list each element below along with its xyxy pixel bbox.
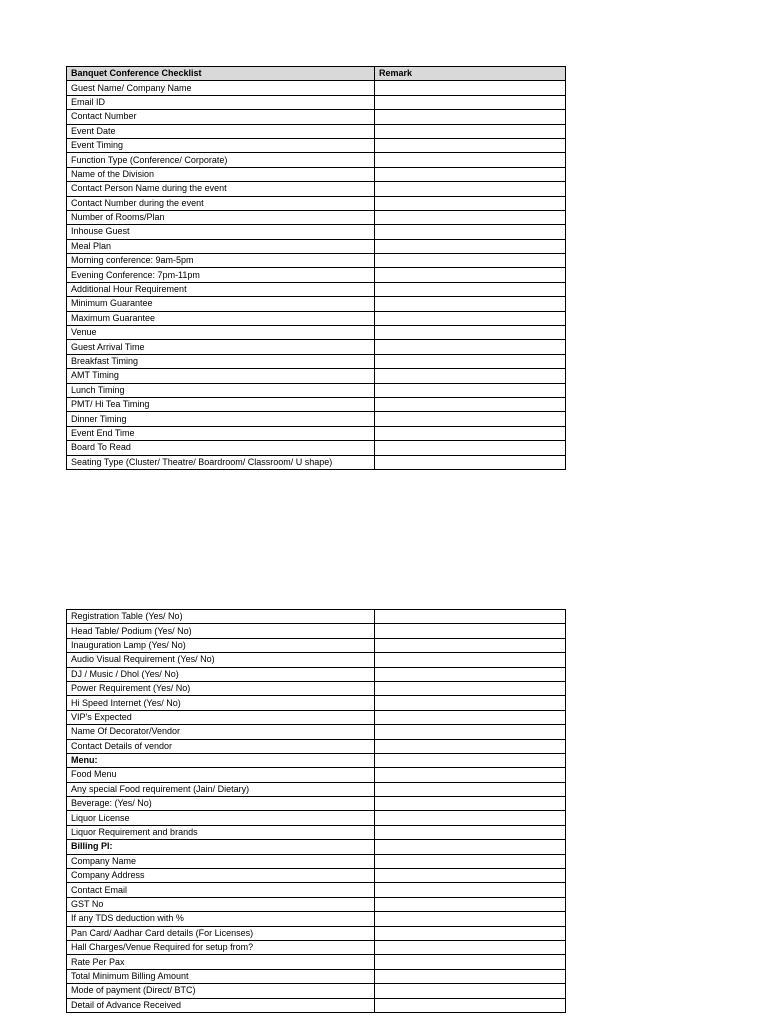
remark-cell[interactable] [375, 653, 566, 667]
checklist-item-label: Liquor Requirement and brands [67, 825, 375, 839]
remark-cell[interactable] [375, 753, 566, 767]
remark-cell[interactable] [375, 926, 566, 940]
checklist-item-label: Name of the Division [67, 167, 375, 181]
remark-cell[interactable] [375, 412, 566, 426]
checklist-item-label: Audio Visual Requirement (Yes/ No) [67, 653, 375, 667]
table-row [67, 81, 566, 95]
checklist-item-label: Function Type (Conference/ Corporate) [67, 153, 375, 167]
checklist-item-label: Maximum Guarantee [67, 311, 375, 325]
remark-cell[interactable] [375, 81, 566, 95]
checklist-item-label: Morning conference: 9am-5pm [67, 254, 375, 268]
remark-cell[interactable] [375, 869, 566, 883]
table-row [67, 340, 566, 354]
remark-cell[interactable] [375, 969, 566, 983]
checklist-item-label: Company Name [67, 854, 375, 868]
table-row [67, 110, 566, 124]
checklist-item-label: Contact Details of vendor [67, 739, 375, 753]
remark-cell[interactable] [375, 210, 566, 224]
checklist-item-label: Venue [67, 326, 375, 340]
checklist-table-2 [66, 609, 566, 1013]
table-row [67, 797, 566, 811]
checklist-item-label: Beverage: (Yes/ No) [67, 797, 375, 811]
remark-cell[interactable] [375, 768, 566, 782]
table-row [67, 955, 566, 969]
table-row [67, 225, 566, 239]
checklist-item-label: Liquor License [67, 811, 375, 825]
table-row [67, 326, 566, 340]
remark-cell[interactable] [375, 624, 566, 638]
remark-cell[interactable] [375, 239, 566, 253]
checklist-item-label: GST No [67, 897, 375, 911]
table-row [67, 311, 566, 325]
checklist-item-label: Power Requirement (Yes/ No) [67, 681, 375, 695]
table-row [67, 653, 566, 667]
table-row [67, 725, 566, 739]
table-row [67, 412, 566, 426]
table-row [67, 984, 566, 998]
remark-cell[interactable] [375, 167, 566, 181]
table-row [67, 940, 566, 954]
checklist-item-label: Registration Table (Yes/ No) [67, 610, 375, 624]
table-row [67, 753, 566, 767]
remark-cell[interactable] [375, 95, 566, 109]
remark-cell[interactable] [375, 311, 566, 325]
remark-cell[interactable] [375, 739, 566, 753]
checklist-item-label: AMT Timing [67, 369, 375, 383]
table-row [67, 739, 566, 753]
table-row [67, 811, 566, 825]
remark-cell[interactable] [375, 282, 566, 296]
checklist-item-label: Lunch Timing [67, 383, 375, 397]
remark-cell[interactable] [375, 681, 566, 695]
remark-cell[interactable] [375, 297, 566, 311]
checklist-item-label: Contact Number during the event [67, 196, 375, 210]
table-row [67, 254, 566, 268]
table-row [67, 426, 566, 440]
checklist-item-label: Event End Time [67, 426, 375, 440]
checklist-item-label: Hall Charges/Venue Required for setup from? [67, 940, 375, 954]
checklist-item-label: Number of Rooms/Plan [67, 210, 375, 224]
checklist-item-label: Company Address [67, 869, 375, 883]
remark-cell[interactable] [375, 638, 566, 652]
table-row [67, 782, 566, 796]
table-row [67, 869, 566, 883]
checklist-item-label: Guest Arrival Time [67, 340, 375, 354]
checklist-item-label: Head Table/ Podium (Yes/ No) [67, 624, 375, 638]
checklist-item-label: Meal Plan [67, 239, 375, 253]
remark-cell[interactable] [375, 254, 566, 268]
table-row [67, 696, 566, 710]
remark-cell[interactable] [375, 340, 566, 354]
table-row [67, 854, 566, 868]
checklist-item-label: Event Timing [67, 138, 375, 152]
table-row [67, 998, 566, 1012]
checklist-item-label: Rate Per Pax [67, 955, 375, 969]
checklist-item-label: VIP's Expected [67, 710, 375, 724]
remark-cell[interactable] [375, 455, 566, 469]
remark-cell[interactable] [375, 998, 566, 1012]
table-row [67, 354, 566, 368]
checklist-item-label: Seating Type (Cluster/ Theatre/ Boardroom/ Classroom/ U shape) [67, 455, 375, 469]
table-row [67, 926, 566, 940]
checklist-item-label: Inhouse Guest [67, 225, 375, 239]
remark-cell[interactable] [375, 883, 566, 897]
remark-cell[interactable] [375, 124, 566, 138]
table-row [67, 441, 566, 455]
remark-cell[interactable] [375, 710, 566, 724]
table-row [67, 397, 566, 411]
checklist-item-label: Hi Speed Internet (Yes/ No) [67, 696, 375, 710]
remark-cell[interactable] [375, 897, 566, 911]
checklist-item-label: Contact Person Name during the event [67, 182, 375, 196]
header-checklist-title: Banquet Conference Checklist [67, 67, 375, 81]
remark-cell[interactable] [375, 854, 566, 868]
table-row [67, 912, 566, 926]
remark-cell[interactable] [375, 153, 566, 167]
table-row [67, 610, 566, 624]
checklist-item-label: Name Of Decorator/Vendor [67, 725, 375, 739]
remark-cell[interactable] [375, 811, 566, 825]
checklist-item-label: Minimum Guarantee [67, 297, 375, 311]
checklist-item-label: Detail of Advance Received [67, 998, 375, 1012]
table-row [67, 153, 566, 167]
checklist-item-label: Guest Name/ Company Name [67, 81, 375, 95]
checklist-item-label: Inauguration Lamp (Yes/ No) [67, 638, 375, 652]
remark-cell[interactable] [375, 955, 566, 969]
table-row [67, 196, 566, 210]
remark-cell[interactable] [375, 912, 566, 926]
table-row [67, 95, 566, 109]
checklist-item-label: Email ID [67, 95, 375, 109]
checklist-item-label: Mode of payment (Direct/ BTC) [67, 984, 375, 998]
checklist-item-label: Pan Card/ Aadhar Card details (For Licenses) [67, 926, 375, 940]
table-row [67, 369, 566, 383]
header-remark: Remark [375, 67, 566, 81]
remark-cell[interactable] [375, 610, 566, 624]
table-row [67, 297, 566, 311]
checklist-item-label: Board To Read [67, 441, 375, 455]
table-row [67, 667, 566, 681]
table-row [67, 210, 566, 224]
checklist-item-label: Any special Food requirement (Jain/ Dietary) [67, 782, 375, 796]
remark-cell[interactable] [375, 840, 566, 854]
remark-cell[interactable] [375, 696, 566, 710]
table-row [67, 840, 566, 854]
table-header-row [67, 67, 566, 81]
checklist-item-label: DJ / Music / Dhol (Yes/ No) [67, 667, 375, 681]
checklist-item-label: PMT/ Hi Tea Timing [67, 397, 375, 411]
checklist-item-label: Menu: [67, 753, 375, 767]
remark-cell[interactable] [375, 182, 566, 196]
remark-cell[interactable] [375, 825, 566, 839]
checklist-item-label: Food Menu [67, 768, 375, 782]
checklist-item-label: Contact Email [67, 883, 375, 897]
remark-cell[interactable] [375, 984, 566, 998]
checklist-item-label: Evening Conference: 7pm-11pm [67, 268, 375, 282]
table-row [67, 239, 566, 253]
remark-cell[interactable] [375, 326, 566, 340]
table-row [67, 681, 566, 695]
remark-cell[interactable] [375, 725, 566, 739]
remark-cell[interactable] [375, 782, 566, 796]
table-row [67, 883, 566, 897]
table-row [67, 768, 566, 782]
checklist-item-label: If any TDS deduction with % [67, 912, 375, 926]
remark-cell[interactable] [375, 441, 566, 455]
table-row [67, 638, 566, 652]
table-row [67, 455, 566, 469]
remark-cell[interactable] [375, 225, 566, 239]
remark-cell[interactable] [375, 138, 566, 152]
table-row [67, 182, 566, 196]
checklist-table-1 [66, 66, 566, 470]
table-row [67, 710, 566, 724]
table-row [67, 282, 566, 296]
table-row [67, 167, 566, 181]
table-row [67, 624, 566, 638]
checklist-item-label: Additional Hour Requirement [67, 282, 375, 296]
table-row [67, 825, 566, 839]
checklist-item-label: Event Date [67, 124, 375, 138]
checklist-item-label: Contact Number [67, 110, 375, 124]
checklist-table-2-body [67, 610, 566, 1013]
checklist-item-label: Dinner Timing [67, 412, 375, 426]
remark-cell[interactable] [375, 354, 566, 368]
table-row [67, 138, 566, 152]
remark-cell[interactable] [375, 268, 566, 282]
remark-cell[interactable] [375, 940, 566, 954]
remark-cell[interactable] [375, 110, 566, 124]
remark-cell[interactable] [375, 196, 566, 210]
remark-cell[interactable] [375, 797, 566, 811]
remark-cell[interactable] [375, 369, 566, 383]
checklist-item-label: Billing PI: [67, 840, 375, 854]
checklist-item-label: Breakfast Timing [67, 354, 375, 368]
remark-cell[interactable] [375, 383, 566, 397]
table-row [67, 969, 566, 983]
checklist-item-label: Total Minimum Billing Amount [67, 969, 375, 983]
remark-cell[interactable] [375, 667, 566, 681]
table-row [67, 124, 566, 138]
checklist-table-1-body [67, 81, 566, 470]
table-row [67, 897, 566, 911]
table-row [67, 383, 566, 397]
table-row [67, 268, 566, 282]
remark-cell[interactable] [375, 426, 566, 440]
remark-cell[interactable] [375, 397, 566, 411]
